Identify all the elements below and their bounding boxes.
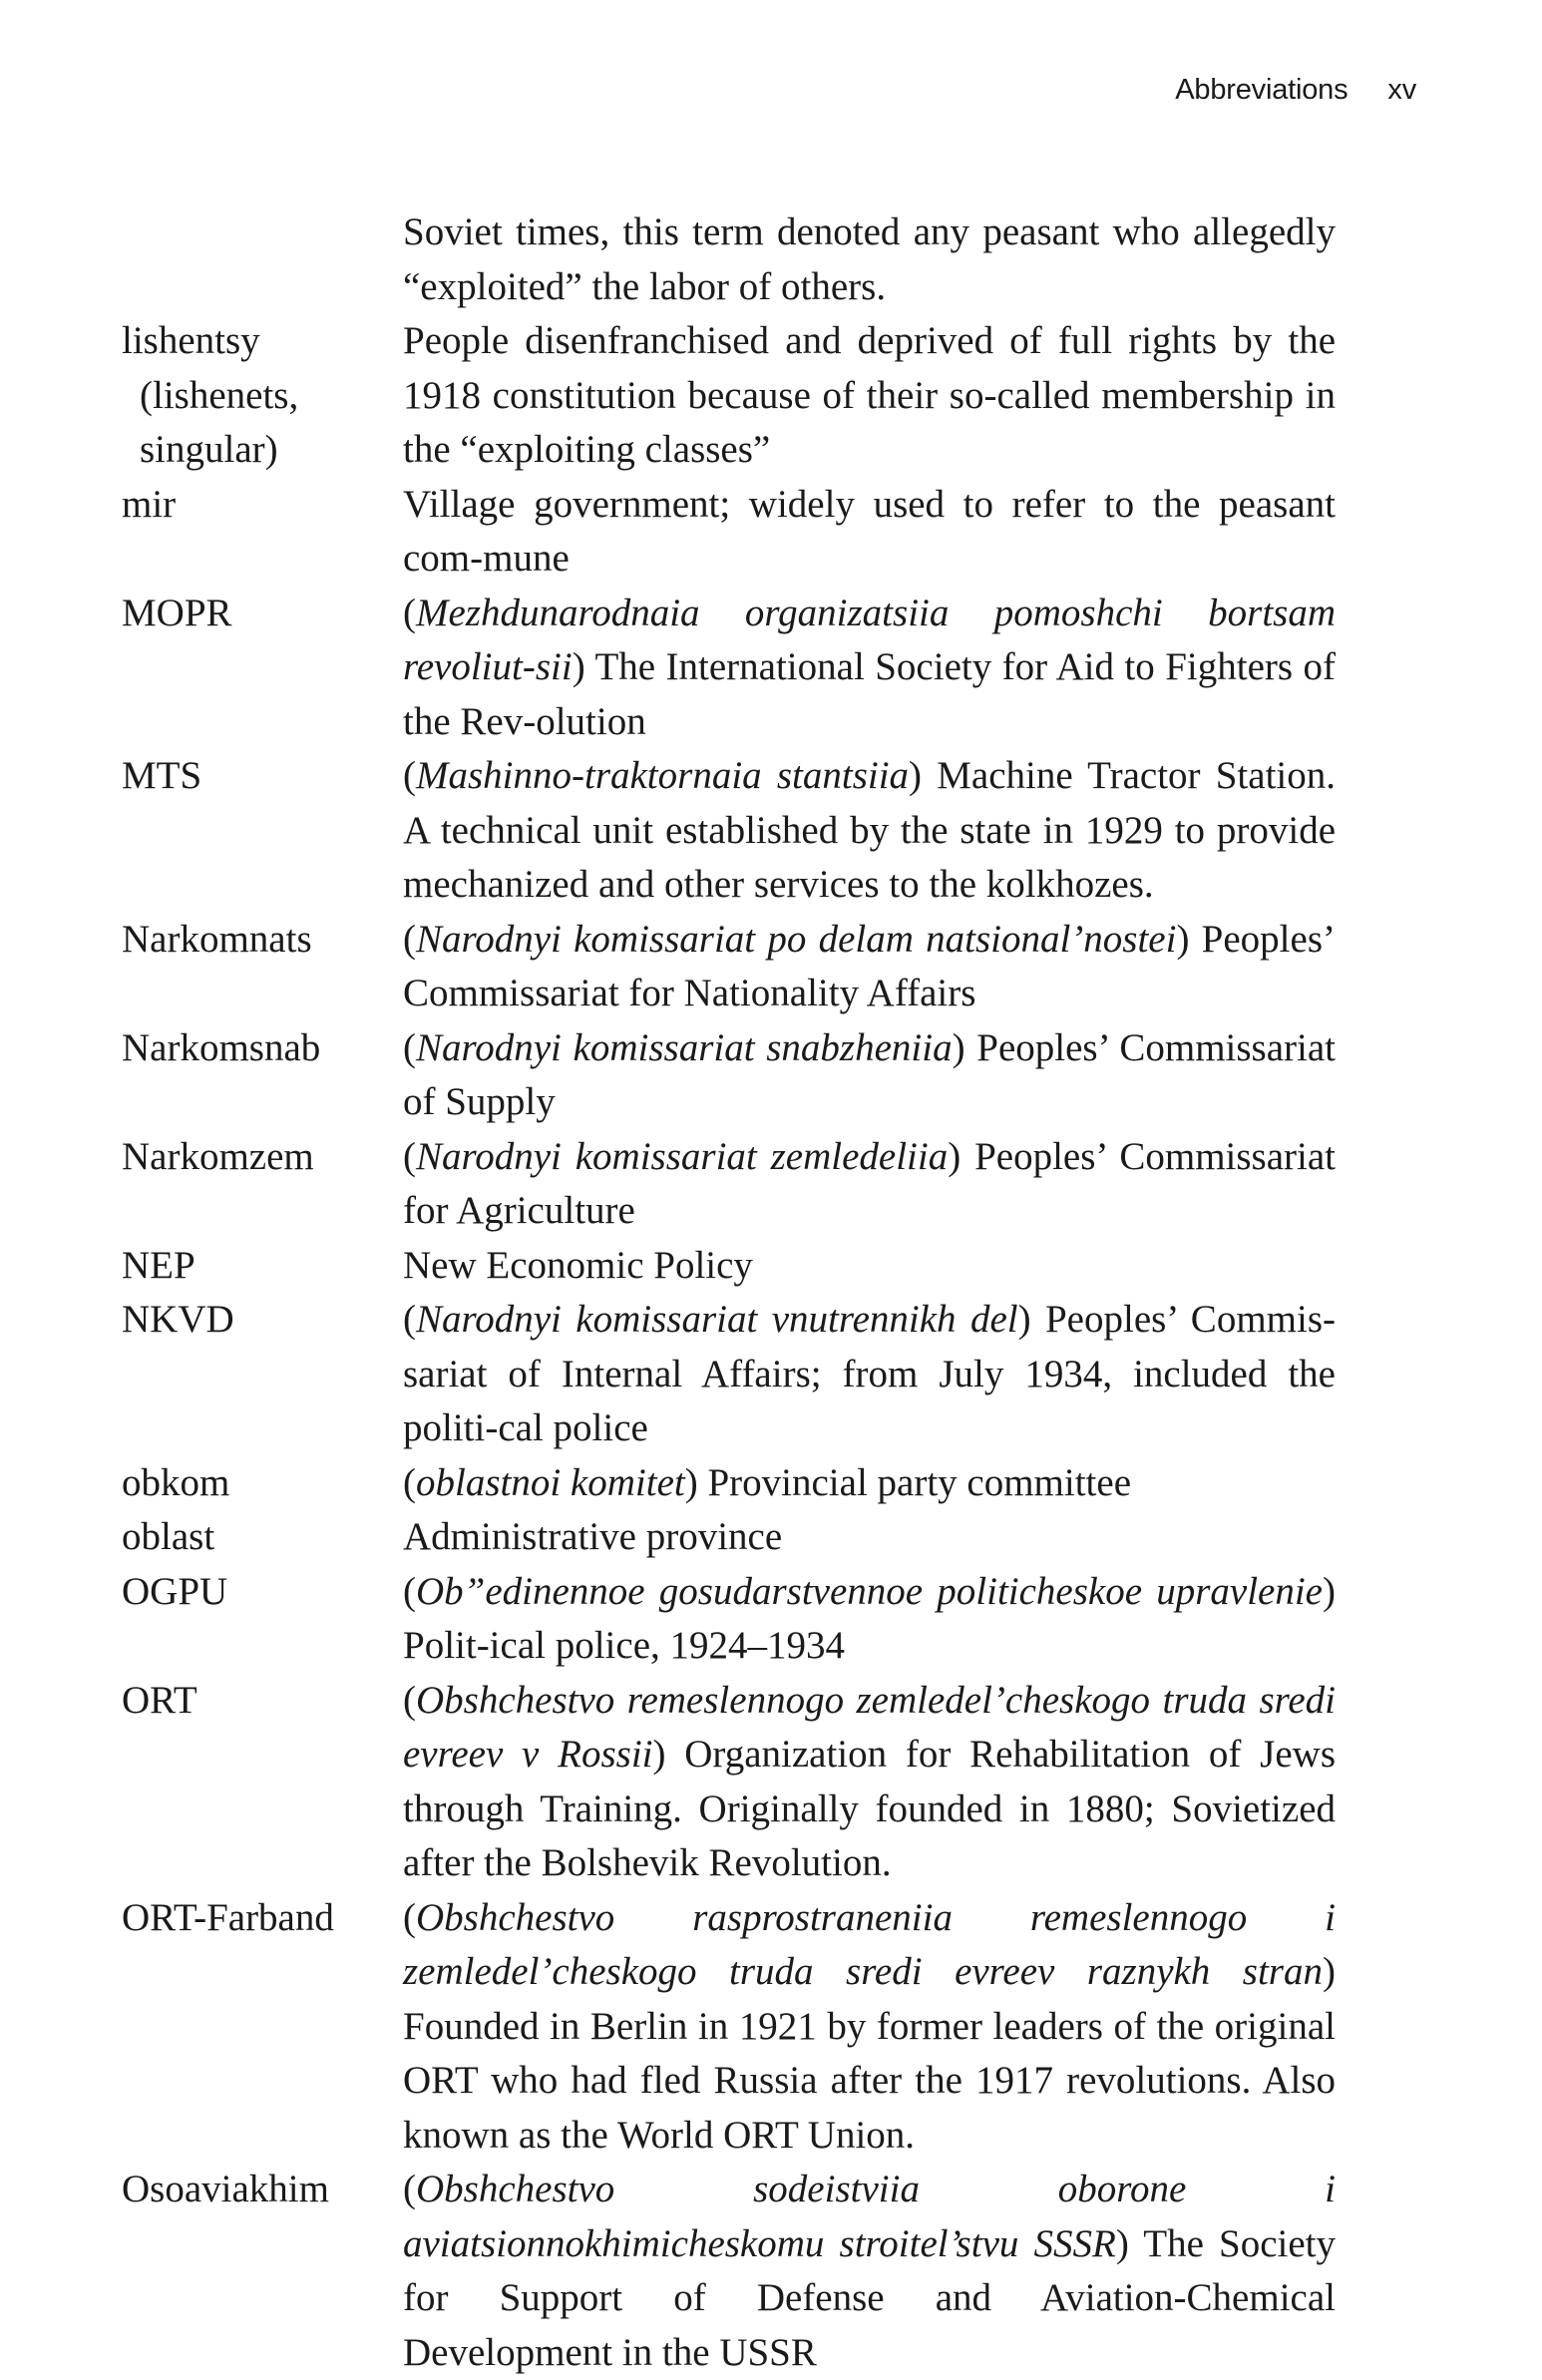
glossary-entry — [0, 1293, 1542, 1456]
glossary-definition — [403, 1510, 1336, 1565]
glossary-term — [122, 913, 391, 968]
definition-text: New Economic Policy — [403, 1243, 753, 1287]
glossary-entry — [0, 1510, 1542, 1565]
glossary-definition — [403, 1891, 1336, 2164]
glossary-entry — [0, 587, 1542, 750]
definition-text: ) Provincial party committee — [684, 1460, 1132, 1504]
term-label: lishentsy — [122, 319, 260, 362]
definition-text: ) Peoples’ Commissariat of Supply — [403, 1025, 1336, 1123]
definition-text: ) The Society for Support of Defense and Aviation-Chemical Development in the USSR — [403, 2221, 1336, 2374]
section-title: Abbreviations — [1175, 74, 1349, 106]
term-label: MOPR — [122, 591, 232, 634]
glossary-entry — [0, 205, 1542, 314]
glossary-term — [122, 1565, 391, 1620]
glossary-definition — [403, 1456, 1336, 1511]
glossary-definition — [403, 205, 1336, 314]
glossary-term — [122, 1021, 391, 1076]
russian-name: Narodnyi komissariat po delam natsional’nostei — [416, 917, 1177, 961]
russian-name: Narodnyi komissariat zemledeliia — [416, 1134, 949, 1178]
glossary-definition — [403, 1130, 1336, 1239]
glossary-definition — [403, 749, 1336, 913]
glossary-entry — [0, 2163, 1542, 2380]
definition-text: ( — [403, 754, 416, 797]
glossary-definition — [403, 314, 1336, 478]
definition-text: ( — [403, 1895, 416, 1939]
glossary-entry — [0, 749, 1542, 913]
russian-name: Obshchestvo rasprostraneniia remeslennogo i zemledel’cheskogo truda sredi evreev raznykh stran — [403, 1895, 1336, 1993]
russian-name: Mezhdunarodnaia organizatsiia pomoshchi bortsam revoliut-sii — [403, 591, 1336, 688]
definition-text: ( — [403, 2168, 416, 2210]
glossary-definition — [403, 913, 1336, 1021]
glossary-entry — [0, 1456, 1542, 1511]
term-label: Narkomsnab — [122, 1025, 321, 1069]
glossary-term — [122, 749, 391, 804]
russian-name: Narodnyi komissariat snabzheniia — [416, 1025, 953, 1069]
russian-name: oblastnoi komitet — [416, 1460, 685, 1504]
definition-text: ( — [403, 1298, 416, 1341]
glossary-term — [122, 314, 391, 478]
glossary-definition — [403, 2163, 1336, 2380]
glossary-entry — [0, 478, 1542, 587]
running-head — [1175, 74, 1416, 107]
glossary-term — [122, 1891, 391, 1946]
definition-text: Soviet times, this term denoted any peasant who allegedly “exploited” the labor of others. — [403, 210, 1336, 308]
glossary-definition — [403, 1239, 1336, 1294]
glossary-definition — [403, 1293, 1336, 1456]
definition-text: ( — [403, 917, 416, 961]
glossary-definition — [403, 1674, 1336, 1891]
glossary-entry — [0, 1130, 1542, 1239]
glossary-term — [122, 1293, 391, 1348]
term-label: NKVD — [122, 1298, 234, 1341]
definition-text: ( — [403, 1134, 416, 1178]
definition-text: ) The International Society for Aid to Fighters of the Rev-olution — [403, 645, 1336, 743]
definition-text: ( — [403, 1460, 416, 1504]
glossary-term — [122, 1510, 391, 1565]
term-label: mir — [122, 482, 177, 526]
term-label: OGPU — [122, 1569, 228, 1613]
definition-text: People disenfranchised and deprived of full rights by the 1918 constitution because of their so-called membership in the “exploiting classes” — [403, 319, 1336, 471]
glossary-entry — [0, 1565, 1542, 1674]
glossary-entry — [0, 1021, 1542, 1130]
glossary-term — [122, 1674, 391, 1729]
term-label: ORT — [122, 1678, 197, 1722]
glossary-term — [122, 587, 391, 641]
glossary-term — [122, 1239, 391, 1294]
glossary-entry — [0, 1239, 1542, 1294]
definition-text: ) Organization for Rehabilitation of Jews through Training. Originally founded in 1880; Sovietized after the Bolshevik Revolution. — [403, 1733, 1336, 1884]
russian-name: Ob”edinennoe gosudarstvennoe politicheskoe upravlenie — [416, 1569, 1323, 1613]
definition-text: ) Peoples’ Commissariat for Agriculture — [403, 1134, 1336, 1232]
russian-name: Obshchestvo sodeistviia oborone i aviatsionnokhimicheskomu stroitel’stvu SSSR — [403, 2168, 1336, 2265]
term-label: Narkomnats — [122, 917, 312, 961]
page-number: xv — [1387, 74, 1416, 106]
definition-text: ) Machine Tractor Station. A technical unit established by the state in 1929 to provide mechanized and other services to the kolkhozes. — [403, 754, 1336, 906]
definition-text: ( — [403, 1678, 416, 1722]
definition-text: ) Polit-ical police, 1924–1934 — [403, 1569, 1336, 1667]
glossary-term — [122, 2163, 391, 2217]
glossary-term — [122, 478, 391, 533]
glossary-entry — [0, 314, 1542, 478]
definition-text: ( — [403, 591, 416, 634]
term-label: Osoaviakhim — [122, 2168, 329, 2210]
glossary-term — [122, 1130, 391, 1185]
definition-text: ( — [403, 1569, 416, 1613]
glossary-definition — [403, 478, 1336, 587]
definition-text: ) Founded in Berlin in 1921 by former leaders of the original ORT who had fled Russia after the 1917 revolutions. Also known as the World ORT Union. — [403, 1950, 1336, 2157]
glossary-entry — [0, 1891, 1542, 2164]
definition-text: ( — [403, 1025, 416, 1069]
definition-text: ) Peoples’ Commis-sariat of Internal Affairs; from July 1934, included the politi-cal police — [403, 1298, 1336, 1449]
glossary-definition — [403, 1565, 1336, 1674]
term-label: obkom — [122, 1460, 230, 1504]
glossary-entry — [0, 1674, 1542, 1891]
term-note: singular) — [140, 428, 278, 471]
term-label: Narkomzem — [122, 1134, 314, 1178]
glossary-entry — [0, 913, 1542, 1021]
glossary-term — [122, 1456, 391, 1511]
definition-text: ) Peoples’ Commissariat for Nationality Affairs — [403, 917, 1336, 1014]
definition-text: Village government; widely used to refer to the peasant com-mune — [403, 482, 1336, 580]
russian-name: Mashinno-traktornaia stantsiia — [416, 754, 910, 797]
term-label: ORT-Farband — [122, 1895, 334, 1939]
russian-name: Narodnyi komissariat vnutrennikh del — [416, 1298, 1018, 1341]
glossary-definition — [403, 587, 1336, 750]
term-label: MTS — [122, 754, 202, 797]
term-label: NEP — [122, 1243, 195, 1287]
term-note: (lishenets, — [140, 373, 299, 417]
russian-name: Obshchestvo remeslennogo zemledel’cheskogo truda sredi evreev v Rossii — [403, 1678, 1336, 1776]
term-label: oblast — [122, 1515, 215, 1558]
glossary-definition — [403, 1021, 1336, 1130]
abbreviations-list — [0, 205, 1542, 2380]
definition-text: Administrative province — [403, 1515, 783, 1558]
